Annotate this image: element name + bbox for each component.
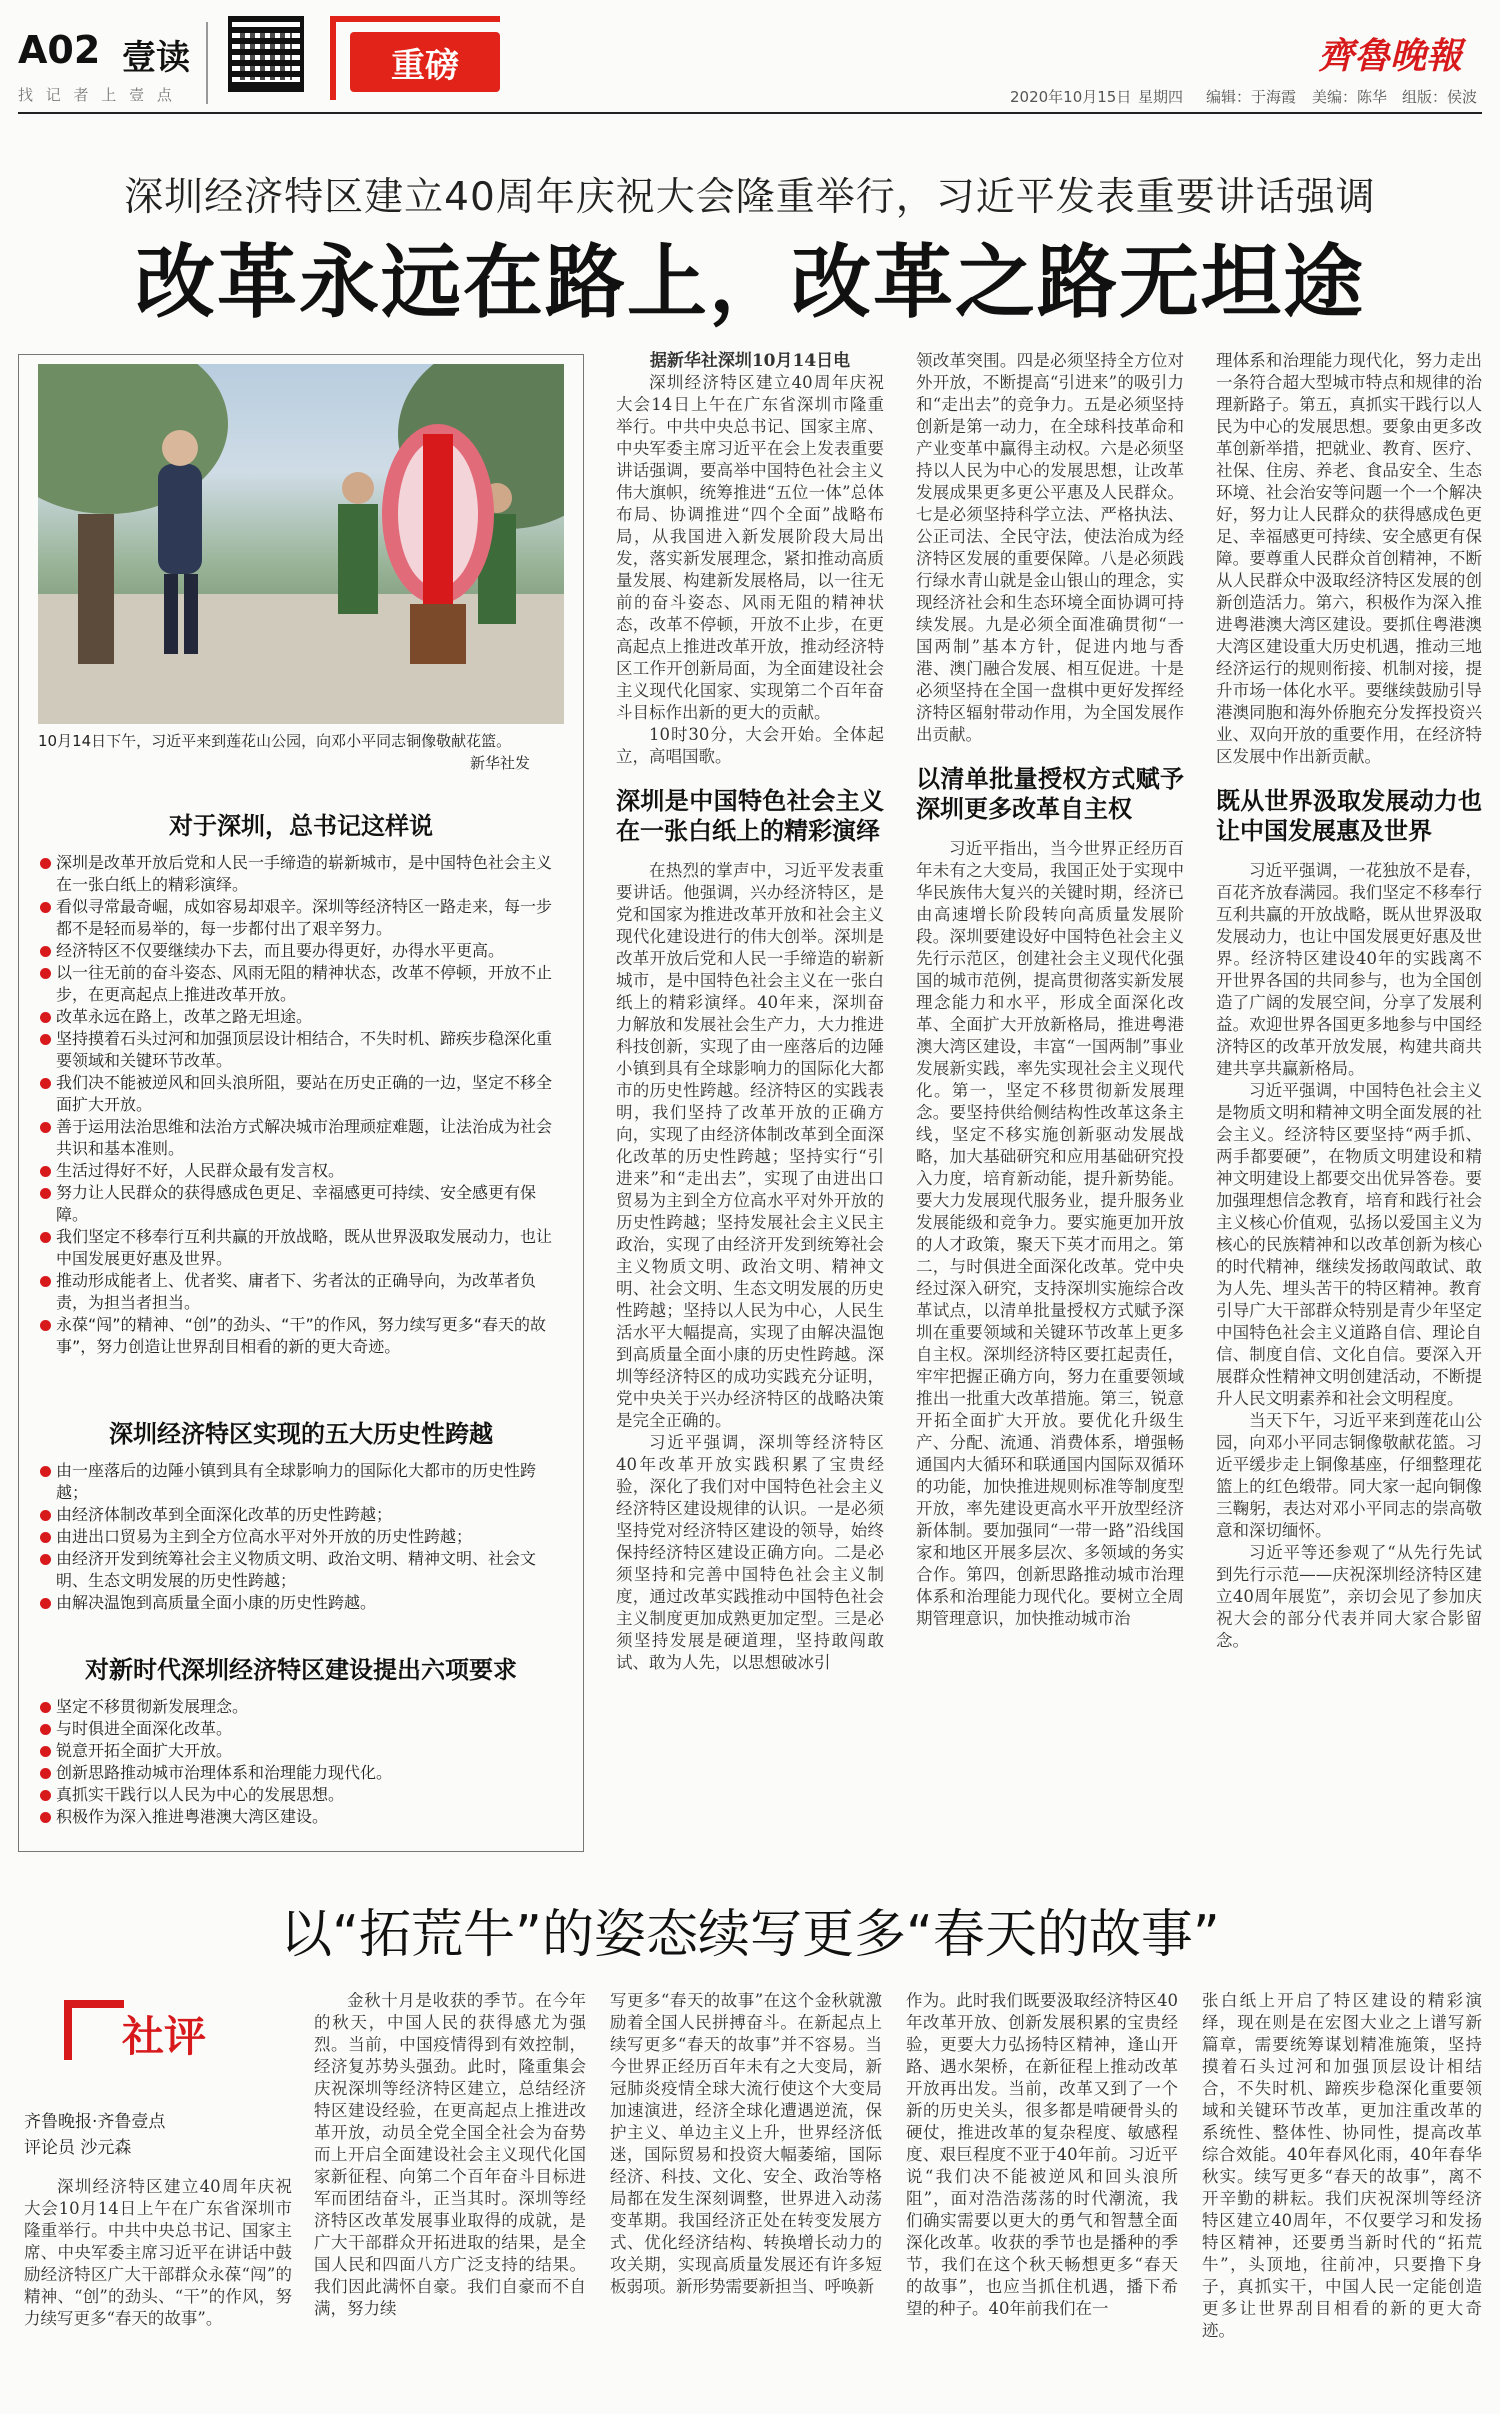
editorial-logo (64, 1996, 240, 2068)
bullet-item: 坚持摸着石头过河和加强顶层设计相结合，不失时机、蹄疾步稳深化重要领域和关键环节改革。 (38, 1028, 564, 1072)
designer-credit: 美编：陈华 (1312, 88, 1388, 106)
article-paragraph: 习近平强调，中国特色社会主义是物质文明和精神文明全面发展的社会主义。经济特区要坚持“两手抓、两手都要硬”，在物质文明建设和精神文明建设上都要交出优异答卷。要加强理想信念教育，培育和践行社会主义核心价值观，弘扬以爱国主义为核心的民族精神和以改革创新为核心的时代精神，继续发扬敢闯敢试、敢为人先、埋头苦干的特区精神。教育引导广大干部群众特别是青少年坚定中国特色社会主义道路自信、理论自信、制度自信、文化自信。要深入开展群众性精神文明创建活动，不断提升人民文明素养和社会文明程度。 (1216, 1081, 1482, 1408)
layout-credit: 组版：侯波 (1402, 88, 1478, 106)
news-photo[interactable] (38, 364, 564, 724)
bullet-item: 看似寻常最奇崛，成如容易却艰辛。深圳等经济特区一路走来，每一步都不是轻而易举的，每一步都付出了艰辛努力。 (38, 896, 564, 940)
editorial-paragraph: 作为。此时我们既要汲取经济特区40年改革开放、创新发展积累的宝贵经验，更要大力弘扬特区精神，逢山开路、遇水架桥，在新征程上推动改革开放再出发。当前，改革又到了一个新的历史关头，很多都是啃硬骨头的硬仗，推进改革的复杂程度、敏感程度、艰巨程度不亚于40年前。习近平说“我们决不能被逆风和回头浪所阻”，面对浩浩荡荡的时代潮流，我们确实需要以更大的勇气和智慧全面深化改革。收获的季节也是播种的季节，我们在这个秋天畅想更多“春天的故事”，也应当抓住机遇，播下希望的种子。40年前我们在一 (906, 1991, 1178, 2318)
editorial-paragraph: 张白纸上开启了特区建设的精彩演绎，现在则是在宏图大业之上谱写新篇章，需要统筹谋划精准施策，坚持摸着石头过河和加强顶层设计相结合，不失时机、蹄疾步稳深化重要领域和关键环节改革，更加注重改革的系统性、整体性、协同性，提高改革综合效能。40年春风化雨，40年春华秋实。续写更多“春天的故事”，离不开辛勤的耕耘。我们庆祝深圳等经济特区建立40周年，不仅要学习和发扬特区精神，还要勇当新时代的“拓荒牛”，头顶地，往前冲，只要撸下身子，真抓实干，中国人民一定能创造更多让世界刮目相看的新的更大奇迹。 (1202, 1991, 1482, 2340)
bullet-item: 坚定不移贯彻新发展理念。 (38, 1696, 564, 1718)
bullet-item: 深圳是改革开放后党和人民一手缔造的崭新城市，是中国特色社会主义在一张白纸上的精彩演绎。 (38, 852, 564, 896)
dateline: 据新华社深圳10月14日电 (649, 351, 851, 371)
bullet-item: 锐意开拓全面扩大开放。 (38, 1740, 564, 1762)
bullet-item: 永葆“闯”的精神、“创”的劲头、“干”的作风，努力续写更多“春天的故事”，努力创造让世界刮目相看的新的更大奇迹。 (38, 1314, 564, 1358)
article-paragraph: 在热烈的掌声中，习近平发表重要讲话。他强调，兴办经济特区，是党和国家为推进改革开放和社会主义现代化建设进行的伟大创举。深圳是改革开放后党和人民一手缔造的崭新城市，是中国特色社会主义在一张白纸上的精彩演绎。40年来，深圳奋力解放和发展社会生产力，大力推进科技创新，实现了由一座落后的边陲小镇到具有全球影响力的国际化大都市的历史性跨越。经济特区的实践表明，我们坚持了改革开放的正确方向，实现了由经济体制改革到全面深化改革的历史性跨越；坚持实行“引进来”和“走出去”，实现了由进出口贸易为主到全方位高水平对外开放的历史性跨越；坚持发展社会主义民主政治，实现了由经济开发到统筹社会主义物质文明、政治文明、精神文明、社会文明、生态文明发展的历史性跨越；坚持以人民为中心，人民生活水平大幅提高，实现了由解决温饱到高质量全面小康的历史性跨越。深圳等经济特区的成功实践充分证明，党中央关于兴办经济特区的战略决策是完全正确的。 (616, 861, 884, 1430)
issue-date: 2020年10月15日 (1010, 88, 1132, 106)
article-paragraph: 习近平强调，一花独放不是春，百花齐放春满园。我们坚定不移奉行互利共赢的开放战略，既从世界汲取发展动力，也让中国发展更好惠及世界。经济特区建设40年的实践离不开世界各国的共同参与，也为全国创造了广阔的发展空间，分享了发展利益。欢迎世界各国更多地参与中国经济特区的改革开放发展，构建共商共建共享共赢新格局。 (1216, 861, 1482, 1078)
editorial-column-0 (24, 2176, 292, 2404)
bullet-item: 创新思路推动城市治理体系和治理能力现代化。 (38, 1762, 564, 1784)
bullet-item: 经济特区不仅要继续办下去，而且要办得更好，办得水平更高。 (38, 940, 564, 962)
editorial-title: 以“拓荒牛”的姿态续写更多“春天的故事” (280, 1905, 1220, 1965)
editor-credit: 编辑：于海霞 (1206, 88, 1297, 106)
bullet-item: 我们坚定不移奉行互利共赢的开放战略，既从世界汲取发展动力，也让中国发展更好惠及世界。 (38, 1226, 564, 1270)
bullet-item: 真抓实干践行以人民为中心的发展思想。 (38, 1784, 564, 1806)
box2-title: 深圳经济特区实现的五大历史性跨越 (109, 1420, 493, 1448)
section-subline: 找 记 者 上 壹 点 (18, 86, 176, 104)
editorial-column-1 (314, 1990, 586, 2404)
editorial-column-4 (1202, 1990, 1482, 2404)
stamp-label: 重磅 (350, 32, 500, 92)
bullet-item: 改革永远在路上，改革之路无坦途。 (38, 1006, 564, 1028)
photo-caption: 10月14日下午，习近平来到莲花山公园，向邓小平同志铜像敬献花篮。 (38, 732, 512, 750)
bullet-item: 与时俱进全面深化改革。 (38, 1718, 564, 1740)
bullet-item: 努力让人民群众的获得感成色更足、幸福感更可持续、安全感更有保障。 (38, 1182, 564, 1226)
bullet-item: 生活过得好不好，人民群众最有发言权。 (38, 1160, 564, 1182)
issue-weekday: 星期四 (1138, 88, 1184, 106)
bullet-item: 由一座落后的边陲小镇到具有全球影响力的国际化大都市的历史性跨越； (38, 1460, 564, 1504)
article-paragraph: 习近平强调，深圳等经济特区40年改革开放实践积累了宝贵经验，深化了我们对中国特色社会主义经济特区建设规律的认识。一是必须坚持党对经济特区建设的领导，始终保持经济特区建设正确方向。二是必须坚持和完善中国特色社会主义制度，通过改革实践推动中国特色社会主义制度更加成熟更加定型。三是必须坚持发展是硬道理，坚持敢闯敢试、敢为人先，以思想破冰引 (616, 1433, 884, 1672)
photo-credit: 新华社发 (470, 754, 531, 772)
editorial-paragraph: 深圳经济特区建立40周年庆祝大会10月14日上午在广东省深圳市隆重举行。中共中央总书记、国家主席、中央军委主席习近平在讲话中鼓励经济特区广大干部群众永葆“闯”的精神、“创”的劲头、“干”的作风，努力续写更多“春天的故事”。 (24, 2177, 292, 2328)
qr-code-icon[interactable] (228, 16, 304, 92)
editorial-column-2 (610, 1990, 882, 2404)
headline: 改革永远在路上，改革之路无坦途 (135, 236, 1365, 329)
editorial-paragraph: 金秋十月是收获的季节。在今年的秋天，中国人民的获得感尤为强烈。当前，中国疫情得到有效控制，经济复苏势头强劲。此时，隆重集会庆祝深圳等经济特区建立，总结经济特区建设经验，在更高起点上推进改革开放，动员全党全国全社会为奋势而上开启全面建设社会主义现代化国家新征程、向第二个百年奋斗目标进军而团结奋斗，正当其时。深圳等经济特区改革发展事业取得的成就，是广大干部群众开拓进取的结果，是全国人民和四面八方广泛支持的结果。我们因此满怀自豪。我们自豪而不自满，努力续 (314, 1991, 586, 2318)
bullet-item: 由解决温饱到高质量全面小康的历史性跨越。 (38, 1592, 564, 1614)
article-column-2 (916, 350, 1184, 1858)
article-paragraph: 当天下午，习近平来到莲花山公园，向邓小平同志铜像敬献花篮。习近平缓步走上铜像基座，仔细整理花篮上的红色缎带。同大家一起向铜像三鞠躬，表达对邓小平同志的崇高敬意和深切缅怀。 (1216, 1411, 1482, 1540)
box1-title: 对于深圳，总书记这样说 (169, 812, 433, 840)
article-column-3 (1216, 350, 1482, 1858)
article-column-1 (616, 350, 884, 1858)
box3-list (38, 1696, 564, 1828)
logo-text: 社评 (122, 2012, 207, 2061)
article-paragraph: 习近平等还参观了“从先行先试到先行示范——庆祝深圳经济特区建立40周年展览”，亲切会见了参加庆祝大会的部分代表并同大家合影留念。 (1216, 1543, 1482, 1650)
newspaper-logo: 齊魯晚報 (1318, 35, 1463, 77)
bullet-item: 由进出口贸易为主到全方位高水平对外开放的历史性跨越； (38, 1526, 564, 1548)
editorial-outlet: 齐鲁晚报·齐鲁壹点 (24, 2112, 166, 2132)
article-paragraph: 领改革突围。四是必须坚持全方位对外开放，不断提高“引进来”的吸引力和“走出去”的竞争力。五是必须坚持创新是第一动力，在全球科技革命和产业变革中赢得主动权。六是必须坚持以人民为中心的发展思想，让改革发展成果更多更公平惠及人民群众。七是必须坚持科学立法、严格执法、公正司法、全民守法，使法治成为经济特区发展的重要保障。八是必须践行绿水青山就是金山银山的理念，实现经济社会和生态环境全面协调可持续发展。九是必须全面准确贯彻“一国两制”基本方针，促进内地与香港、澳门融合发展、相互促进。十是必须坚持在全国一盘棋中更好发挥经济特区辐射带动作用，为全国发展作出贡献。 (916, 351, 1184, 744)
article-paragraph: 理体系和治理能力现代化，努力走出一条符合超大型城市特点和规律的治理新路子。第五，真抓实干践行以人民为中心的发展思想。要象由更多改革创新举措，把就业、教育、医疗、社保、住房、养老、食品安全、生态环境、社会治安等问题一个一个解决好，努力让人民群众的获得感成色更足、幸福感更可持续、安全感更有保障。要尊重人民群众首创精神，不断从人民群众中汲取经济特区发展的创新创造活力。第六，积极作为深入推进粤港澳大湾区建设。要抓住粤港澳大湾区建设重大历史机遇，推动三地经济运行的规则衔接、机制对接，提升市场一体化水平。要继续鼓励引导港澳同胞和海外侨胞充分发挥投资兴业、双向开放的重要作用，在经济特区发展中作出新贡献。 (1216, 351, 1482, 766)
masthead-rule (18, 112, 1482, 114)
bullet-item: 我们决不能被逆风和回头浪所阻，要站在历史正确的一边，坚定不移全面扩大开放。 (38, 1072, 564, 1116)
box1-list (38, 852, 564, 1358)
section-heading: 深圳是中国特色社会主义在一张白纸上的精彩演绎 (616, 786, 884, 845)
bullet-item: 以一往无前的奋斗姿态、风雨无阻的精神状态，改革不停顿，开放不止步，在更高起点上推进改革开放。 (38, 962, 564, 1006)
bullet-item: 积极作为深入推进粤港澳大湾区建设。 (38, 1806, 564, 1828)
editorial-author: 评论员 沙元森 (24, 2138, 132, 2158)
box3-title: 对新时代深圳经济特区建设提出六项要求 (85, 1656, 517, 1684)
bullet-item: 由经济体制改革到全面深化改革的历史性跨越； (38, 1504, 564, 1526)
editorial-paragraph: 写更多“春天的故事”在这个金秋就激励着全国人民拼搏奋斗。在新起点上续写更多“春天的故事”并不容易。当今世界正经历百年未有之大变局，新冠肺炎疫情全球大流行使这个大变局加速演进，经济全球化遭遇逆流，保护主义、单边主义上升，世界经济低迷，国际贸易和投资大幅萎缩，国际经济、科技、文化、安全、政治等格局都在发生深刻调整，世界进入动荡变革期。我国经济正处在转变发展方式、优化经济结构、转换增长动力的攻关期，实现高质量发展还有许多短板弱项。新形势需要新担当、呼唤新 (610, 1991, 882, 2296)
photo-illustration (38, 364, 564, 724)
bullet-item: 善于运用法治思维和法治方式解决城市治理顽症难题，让法治成为社会共识和基本准则。 (38, 1116, 564, 1160)
section-heading: 以清单批量授权方式赋予深圳更多改革自主权 (916, 764, 1184, 823)
article-paragraph: 10时30分，大会开始。全体起立，高唱国歌。 (616, 725, 884, 766)
bullet-item: 由经济开发到统筹社会主义物质文明、政治文明、精神文明、社会文明、生态文明发展的历史性跨越； (38, 1548, 564, 1592)
editorial-column-3 (906, 1990, 1178, 2404)
headline-kicker: 深圳经济特区建立40周年庆祝大会隆重举行，习近平发表重要讲话强调 (124, 175, 1376, 220)
section-name: 壹读 (122, 38, 190, 78)
logo-mark-icon (64, 2000, 124, 2060)
article-paragraph: 深圳经济特区建立40周年庆祝大会14日上午在广东省深圳市隆重举行。中共中央总书记、国家主席、中央军委主席习近平在会上发表重要讲话强调，要高举中国特色社会主义伟大旗帜，统筹推进“五位一体”总体布局、协调推进“四个全面”战略布局，从我国进入新发展阶段大局出发，落实新发展理念，紧扣推动高质量发展、构建新发展格局，以一往无前的奋斗姿态、风雨无阻的精神状态，改革不停顿，开放不止步，在更高起点上推进改革开放，推动经济特区工作开创新局面，为全面建设社会主义现代化国家、实现第二个百年奋斗目标作出新的更大的贡献。 (616, 373, 884, 722)
page-code: A02 (18, 28, 101, 72)
bullet-item: 推动形成能者上、优者奖、庸者下、劣者汰的正确导向，为改革者负责，为担当者担当。 (38, 1270, 564, 1314)
section-heading: 既从世界汲取发展动力也让中国发展惠及世界 (1216, 786, 1482, 845)
article-paragraph: 习近平指出，当今世界正经历百年未有之大变局，我国正处于实现中华民族伟大复兴的关键时期，经济已由高速增长阶段转向高质量发展阶段。深圳要建设好中国特色社会主义先行示范区，创建社会主义现代化强国的城市范例，提高贯彻落实新发展理念能力和水平，形成全面深化改革、全面扩大开放新格局，推进粤港澳大湾区建设，丰富“一国两制”事业发展新实践，率先实现社会主义现代化。第一，坚定不移贯彻新发展理念。要坚持供给侧结构性改革这条主线，坚定不移实施创新驱动发展战略，加大基础研究和应用基础研究投入力度，培育新动能，提升新势能。要大力发展现代服务业，提升服务业发展能级和竞争力。要实施更加开放的人才政策，聚天下英才而用之。第二，与时俱进全面深化改革。党中央经过深入研究，支持深圳实施综合改革试点，以清单批量授权方式赋予深圳在重要领域和关键环节改革上更多自主权。深圳经济特区要扛起责任，牢牢把握正确方向，努力在重要领域推出一批重大改革措施。第三，锐意开拓全面扩大开放。要优化升级生产、分配、流通、消费体系，增强畅通国内大循环和联通国内国际双循环的功能，加快推进规则标准等制度型开放，率先建设更高水平开放型经济新体制。要加强同“一带一路”沿线国家和地区开展多层次、多领域的务实合作。第四，创新思路推动城市治理体系和治理能力现代化。要树立全周期管理意识，加快推动城市治 (916, 839, 1184, 1628)
divider (206, 22, 208, 104)
box2-list (38, 1460, 564, 1614)
